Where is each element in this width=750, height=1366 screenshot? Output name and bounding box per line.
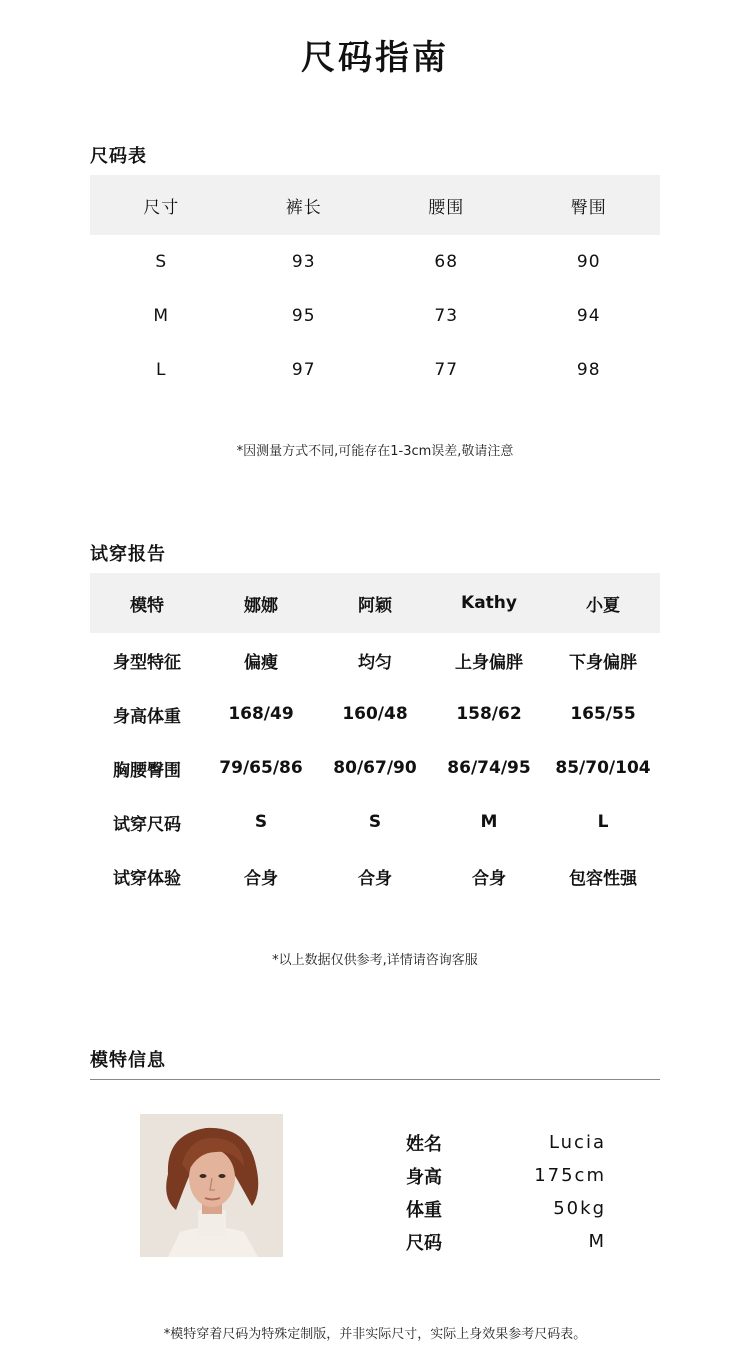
model-weight-label: 体重	[406, 1199, 442, 1221]
fit-cell: 下身偏胖	[569, 652, 637, 673]
model-info-row	[406, 1126, 606, 1159]
fit-cell: S	[254, 812, 268, 832]
size-cell: 95	[291, 306, 316, 326]
fit-cell: 身型特征	[113, 652, 181, 673]
size-note: *因测量方式不同,可能存在1-3cm误差,敬请注意	[236, 444, 514, 459]
fit-cell: 均匀	[358, 652, 392, 673]
size-cell: M	[153, 306, 170, 326]
fit-cell: M	[480, 812, 498, 832]
size-header-cell: 尺寸	[143, 197, 180, 218]
fit-cell: 试穿体验	[113, 868, 181, 889]
fit-cell: 165/55	[570, 704, 636, 724]
size-cell: S	[155, 252, 168, 272]
fit-cell: 身高体重	[113, 706, 181, 727]
fit-note: *以上数据仅供参考,详情请咨询客服	[272, 953, 478, 968]
size-section-title: 尺码表	[90, 146, 147, 167]
table-row	[90, 849, 660, 903]
model-portrait-icon	[140, 1114, 283, 1257]
size-cell: 97	[291, 360, 316, 380]
model-height-value: 175cm	[534, 1165, 606, 1186]
size-header-cell: 腰围	[428, 197, 465, 218]
model-section-title: 模特信息	[90, 1050, 166, 1071]
model-note: *模特穿着尺码为特殊定制版，并非实际尺寸，实际上身效果参考尺码表。	[163, 1327, 587, 1342]
fit-cell: 168/49	[228, 704, 294, 724]
fit-header-cell: 娜娜	[244, 595, 278, 616]
size-header-cell: 裤长	[285, 197, 322, 218]
fit-header-cell: 阿颖	[358, 595, 392, 616]
table-row	[90, 235, 660, 289]
size-cell: 94	[576, 306, 601, 326]
size-cell: 73	[434, 306, 459, 326]
fit-cell: 86/74/95	[447, 758, 531, 778]
fit-section-title: 试穿报告	[90, 544, 166, 565]
size-header-cell: 臀围	[570, 197, 607, 218]
fit-cell: 上身偏胖	[455, 652, 523, 673]
fit-cell: 胸腰臀围	[113, 760, 181, 781]
page-title: 尺码指南	[301, 38, 449, 78]
model-info-row	[406, 1192, 606, 1225]
fit-header-cell: 模特	[130, 595, 164, 616]
model-info-row	[406, 1159, 606, 1192]
model-name-label: 姓名	[406, 1133, 442, 1155]
fit-table-header	[90, 573, 660, 633]
size-cell: L	[156, 360, 167, 380]
fit-cell: 80/67/90	[333, 758, 417, 778]
fit-header-cell: Kathy	[461, 593, 517, 613]
fit-cell: S	[368, 812, 382, 832]
table-row	[90, 289, 660, 343]
fit-cell: 合身	[472, 868, 506, 889]
table-row	[90, 633, 660, 687]
model-name-value: Lucia	[548, 1132, 606, 1153]
model-info-row	[406, 1225, 606, 1258]
size-table	[90, 175, 660, 397]
fit-cell: 合身	[244, 868, 278, 889]
fit-cell: L	[597, 812, 609, 832]
fit-header-cell: 小夏	[586, 595, 620, 616]
fit-cell: 85/70/104	[555, 758, 651, 778]
table-row	[90, 741, 660, 795]
size-cell: 77	[434, 360, 459, 380]
table-row	[90, 795, 660, 849]
model-size-label: 尺码	[406, 1232, 442, 1254]
fit-cell: 试穿尺码	[113, 814, 181, 835]
fit-cell: 79/65/86	[219, 758, 303, 778]
fit-cell: 包容性强	[569, 868, 637, 889]
table-row	[90, 687, 660, 741]
model-weight-value: 50kg	[553, 1198, 606, 1219]
size-cell: 98	[576, 360, 601, 380]
size-cell: 90	[576, 252, 601, 272]
model-height-label: 身高	[406, 1166, 442, 1188]
fit-cell: 偏瘦	[244, 652, 278, 673]
model-info	[406, 1126, 606, 1258]
size-cell: 68	[434, 252, 459, 272]
fit-cell: 158/62	[456, 704, 522, 724]
fit-cell: 160/48	[342, 704, 408, 724]
fit-table	[90, 573, 660, 903]
size-table-header	[90, 175, 660, 235]
size-cell: 93	[291, 252, 316, 272]
table-row	[90, 343, 660, 397]
section-divider	[90, 1079, 660, 1080]
fit-cell: 合身	[358, 868, 392, 889]
model-size-value: M	[588, 1231, 606, 1252]
